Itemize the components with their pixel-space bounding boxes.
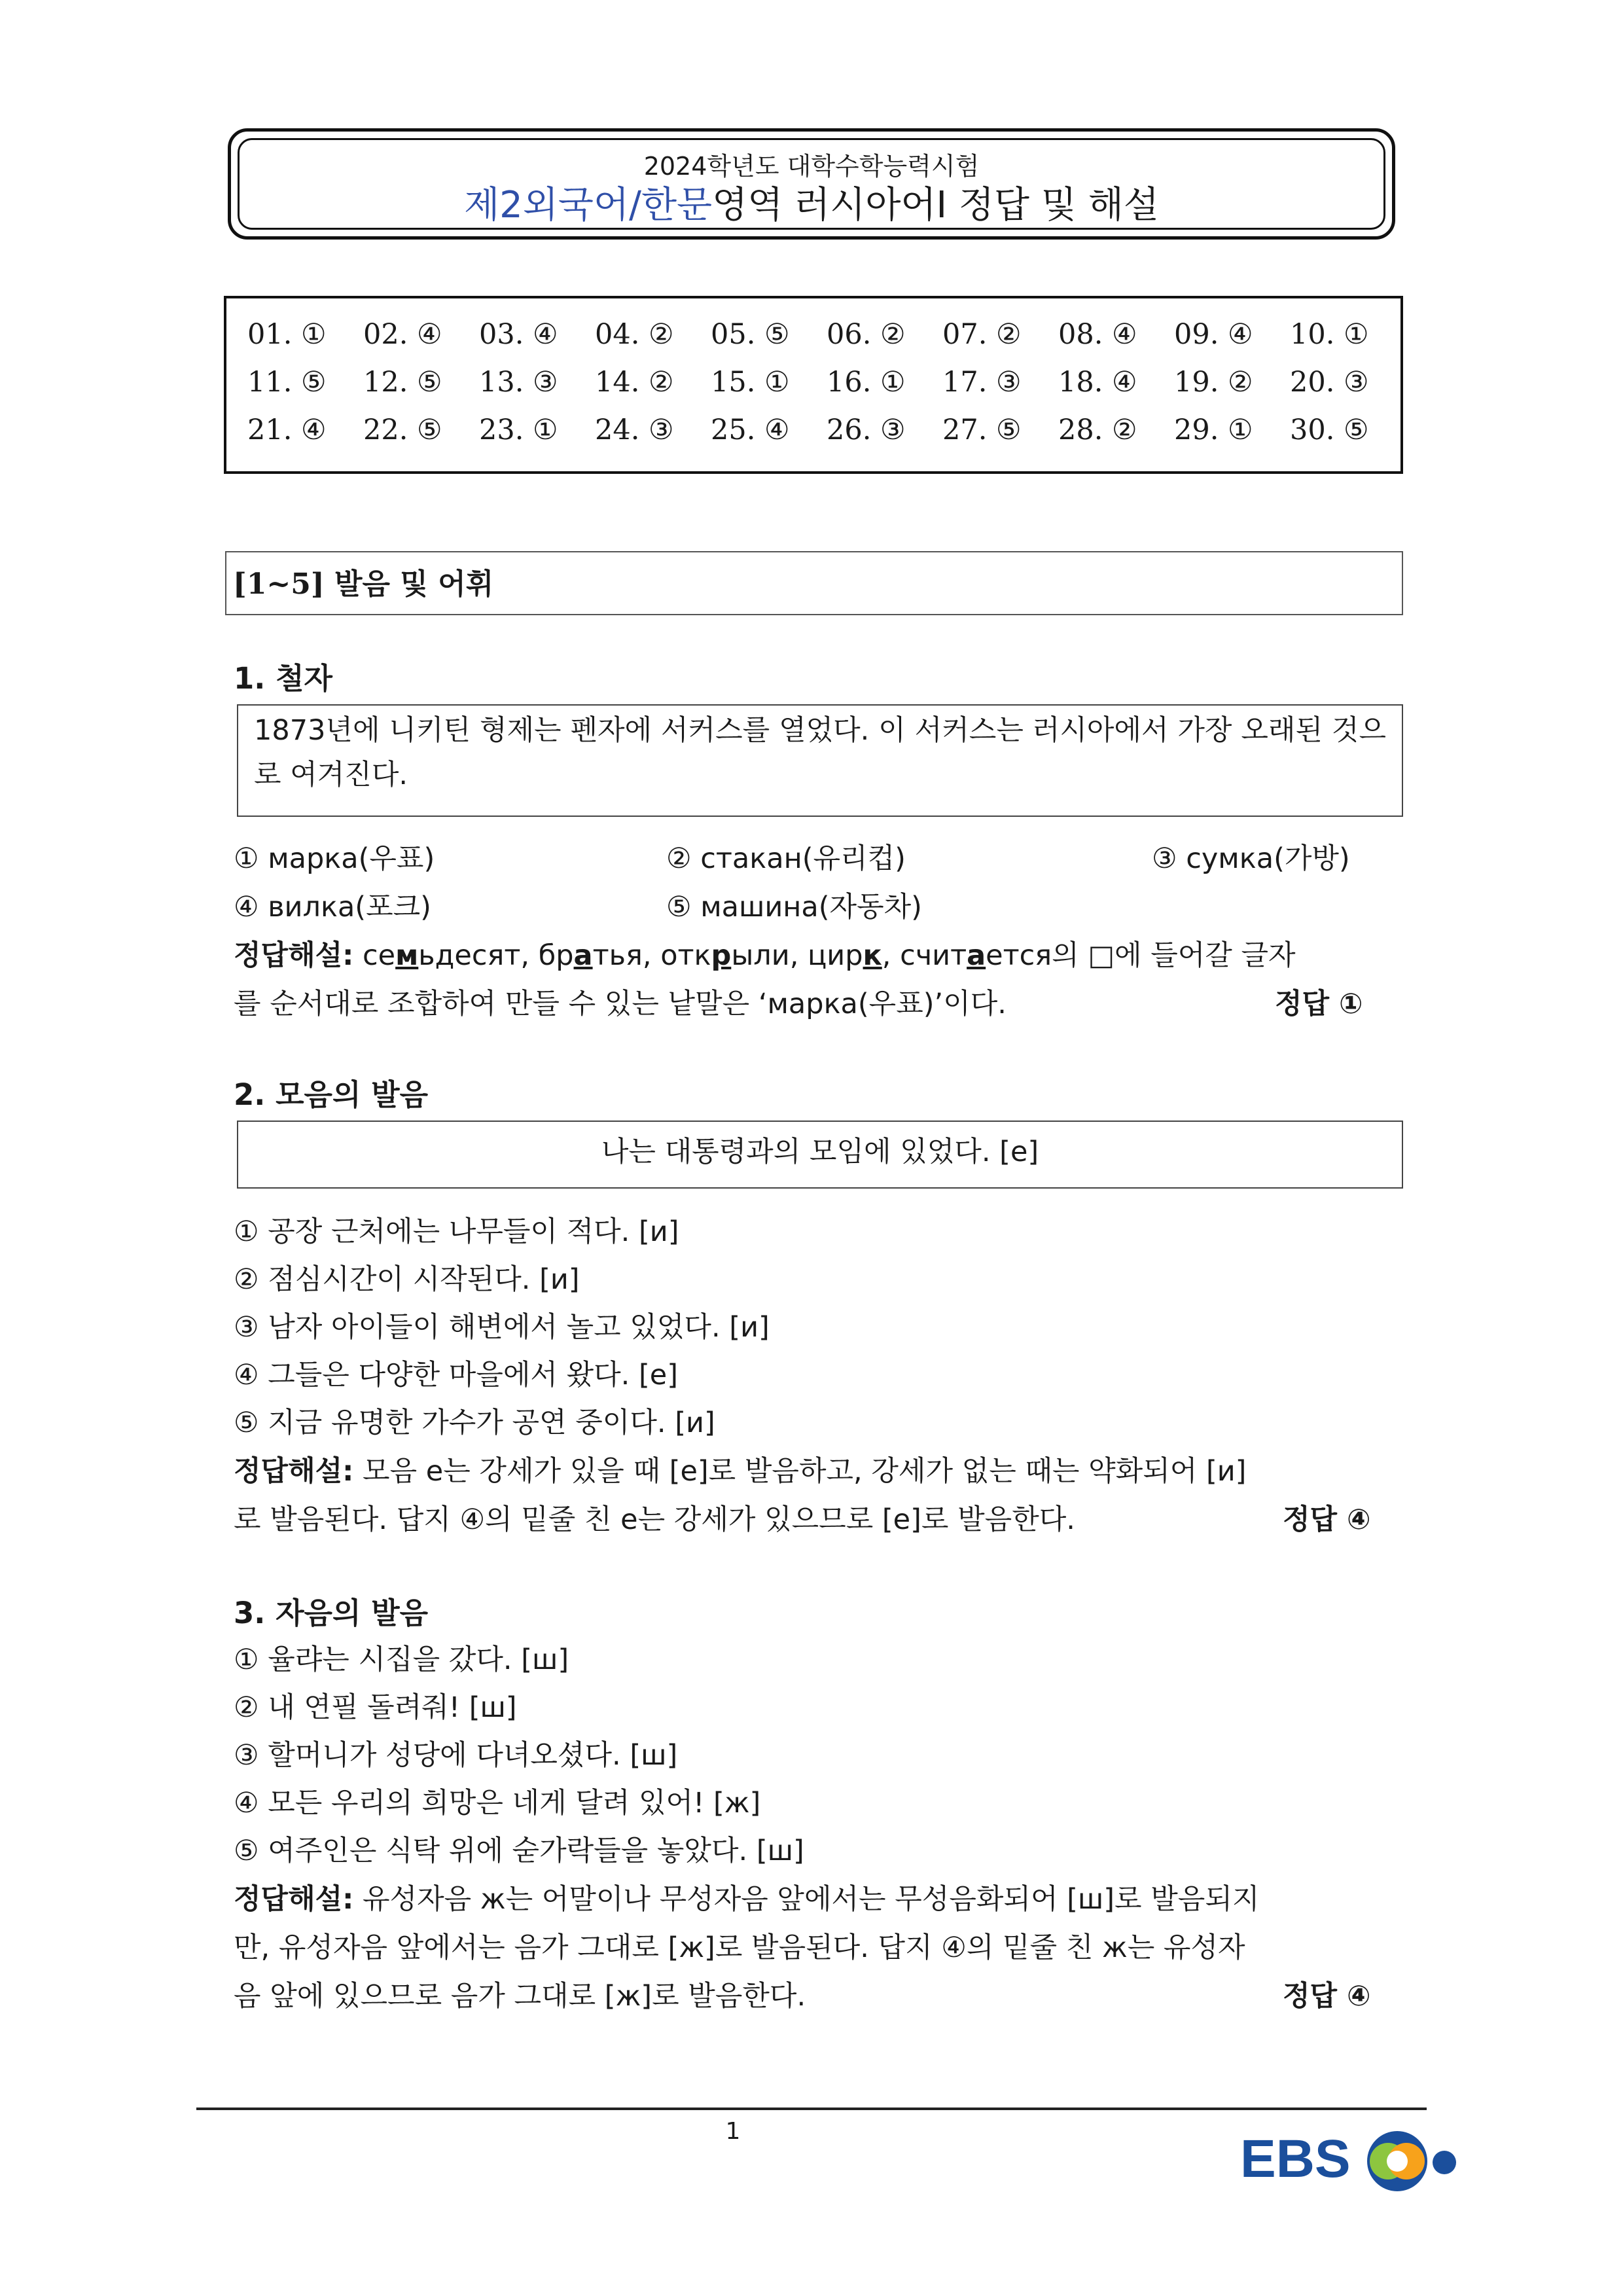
q3-option-4: ④ 모든 우리의 희망은 네게 달려 있어! [ж] <box>234 1787 761 1820</box>
q3-option-5: ⑤ 여주인은 식탁 위에 숟가락들을 놓았다. [ш] <box>234 1835 804 1867</box>
q3-explanation-line-2: 만, 유성자음 앞에서는 음가 그대로 [ж]로 발음된다. 답지 ④의 밑줄 친 ж는 유성자 <box>234 1931 1245 1964</box>
q2-option-5: ⑤ 지금 유명한 가수가 공연 중이다. [и] <box>234 1407 715 1439</box>
answer-item: 14. ② <box>595 366 674 399</box>
q2-option-2: ② 점심시간이 시작된다. [и] <box>234 1263 580 1296</box>
answer-item: 08. ④ <box>1058 318 1137 351</box>
ebs-logo-mark <box>1240 2123 1463 2195</box>
answer-item: 16. ① <box>827 366 906 399</box>
underlined-letter: к <box>863 939 882 972</box>
q2-option-4: ④ 그들은 다양한 마을에서 왔다. [e] <box>234 1359 679 1391</box>
question-3-title: 3. 자음의 발음 <box>234 1596 429 1630</box>
answer-item: 13. ③ <box>479 366 558 399</box>
answer-item: 26. ③ <box>827 414 906 446</box>
answer-item: 11. ⑤ <box>247 366 327 399</box>
q1-option-2: ② стакан(유리컵) <box>666 842 906 875</box>
answer-item: 23. ① <box>479 414 558 446</box>
explanation-text: 모음 e는 강세가 있을 때 [e]로 발음하고, 강세가 없는 때는 약화되어 [и] <box>353 1455 1247 1488</box>
answer-key-table <box>224 296 1403 474</box>
question-2-title: 2. 모음의 발음 <box>234 1077 429 1112</box>
answer-item: 19. ② <box>1174 366 1253 399</box>
q1-answer: 정답 ① <box>1275 988 1363 1020</box>
underlined-letter: а <box>573 939 593 972</box>
q1-option-5: ⑤ машина(자동차) <box>666 891 922 924</box>
ebs-logo-text: EBS <box>1240 2129 1351 2189</box>
q3-option-2: ② 내 연필 돌려줘! [ш] <box>234 1691 517 1724</box>
q1-option-4: ④ вилка(포크) <box>234 891 431 924</box>
q2-explanation-line-2: 로 발음된다. 답지 ④의 밑줄 친 e는 강세가 있으므로 [e]로 발음한다. <box>234 1503 1075 1536</box>
underlined-letter: р <box>711 939 732 972</box>
underlined-letter: м <box>395 939 419 972</box>
word-part: ыли, <box>731 939 808 972</box>
explanation-text: 의 □에 들어갈 글자 <box>1052 939 1296 972</box>
word-part: бр <box>538 939 574 972</box>
answer-item: 12. ⑤ <box>363 366 442 399</box>
word-part: счит <box>900 939 967 972</box>
answer-item: 21. ④ <box>247 414 327 446</box>
page-number: 1 <box>725 2118 741 2145</box>
exam-year-title: 2024학년도 대학수학능력시험 <box>643 152 980 181</box>
answer-item: 09. ④ <box>1174 318 1253 351</box>
ebs-logo <box>1240 2123 1463 2198</box>
answer-item: 15. ① <box>711 366 790 399</box>
answer-item: 10. ① <box>1290 318 1369 351</box>
answer-item: 27. ⑤ <box>942 414 1022 446</box>
title-box <box>228 128 1395 240</box>
question-1-passage: 1873년에 니키틴 형제는 펜자에 서커스를 열었다. 이 서커스는 러시아에서 가장 오래된 것으로 여겨진다. <box>237 704 1403 817</box>
q2-option-1: ① 공장 근처에는 나무들이 적다. [и] <box>234 1215 679 1248</box>
answer-item: 30. ⑤ <box>1290 414 1369 446</box>
subject-title <box>231 176 1392 228</box>
answer-item: 25. ④ <box>711 414 790 446</box>
q3-explanation-line-1 <box>234 1877 1259 1917</box>
word-part: се <box>363 939 396 972</box>
q1-explanation-line-2: 를 순서대로 조합하여 만들 수 있는 낱말은 ‘марка(우표)’이다. <box>234 988 1007 1020</box>
answer-item: 07. ② <box>942 318 1022 351</box>
footer-rule <box>196 2108 1427 2110</box>
subject-rest: 영역 러시아어Ⅰ 정답 및 해설 <box>712 184 1159 226</box>
answer-item: 24. ③ <box>595 414 674 446</box>
q3-answer: 정답 ④ <box>1283 1980 1371 2013</box>
answer-item: 04. ② <box>595 318 674 351</box>
answer-item: 02. ④ <box>363 318 442 351</box>
answer-item: 03. ④ <box>479 318 558 351</box>
question-1-title: 1. 철자 <box>234 661 333 696</box>
section-header: [1~5] 발음 및 어휘 <box>225 551 1403 615</box>
q3-option-3: ③ 할머니가 성당에 다녀오셨다. [ш] <box>234 1739 678 1772</box>
answer-item: 20. ③ <box>1290 366 1369 399</box>
q1-option-1: ① марка(우표) <box>234 842 435 875</box>
answer-item: 22. ⑤ <box>363 414 442 446</box>
q3-option-1: ① 율랴는 시집을 갔다. [ш] <box>234 1643 569 1676</box>
word-part: тья, <box>592 939 661 972</box>
word-part: , <box>882 939 901 972</box>
explanation-label: 정답해설: <box>234 1883 354 1916</box>
answer-item: 28. ② <box>1058 414 1137 446</box>
subject-area: 제2외국어/한문 <box>464 184 713 226</box>
q3-explanation-line-3: 음 앞에 있으므로 음가 그대로 [ж]로 발음한다. <box>234 1980 806 2013</box>
question-2-passage: 나는 대통령과의 모임에 있었다. [e] <box>237 1121 1403 1189</box>
explanation-label: 정답해설: <box>234 939 354 972</box>
q2-option-3: ③ 남자 아이들이 해변에서 놀고 있었다. [и] <box>234 1311 770 1344</box>
answer-item: 18. ④ <box>1058 366 1137 399</box>
q1-explanation-line-1 <box>234 933 1296 973</box>
answer-item: 06. ② <box>827 318 906 351</box>
word-part: цир <box>808 939 863 972</box>
word-part: ется <box>986 939 1052 972</box>
q1-option-3: ③ сумка(가방) <box>1152 842 1350 875</box>
answer-item: 01. ① <box>247 318 327 351</box>
explanation-text: 유성자음 ж는 어말이나 무성자음 앞에서는 무성음화되어 [ш]로 발음되지 <box>353 1883 1260 1916</box>
q2-answer: 정답 ④ <box>1283 1503 1371 1536</box>
answer-item: 17. ③ <box>942 366 1022 399</box>
explanation-label: 정답해설: <box>234 1455 354 1488</box>
answer-item: 05. ⑤ <box>711 318 790 351</box>
q2-explanation-line-1 <box>234 1449 1246 1489</box>
underlined-letter: а <box>967 939 986 972</box>
word-part: отк <box>660 939 711 972</box>
answer-item: 29. ① <box>1174 414 1253 446</box>
word-part: ьдесят, <box>418 939 539 972</box>
